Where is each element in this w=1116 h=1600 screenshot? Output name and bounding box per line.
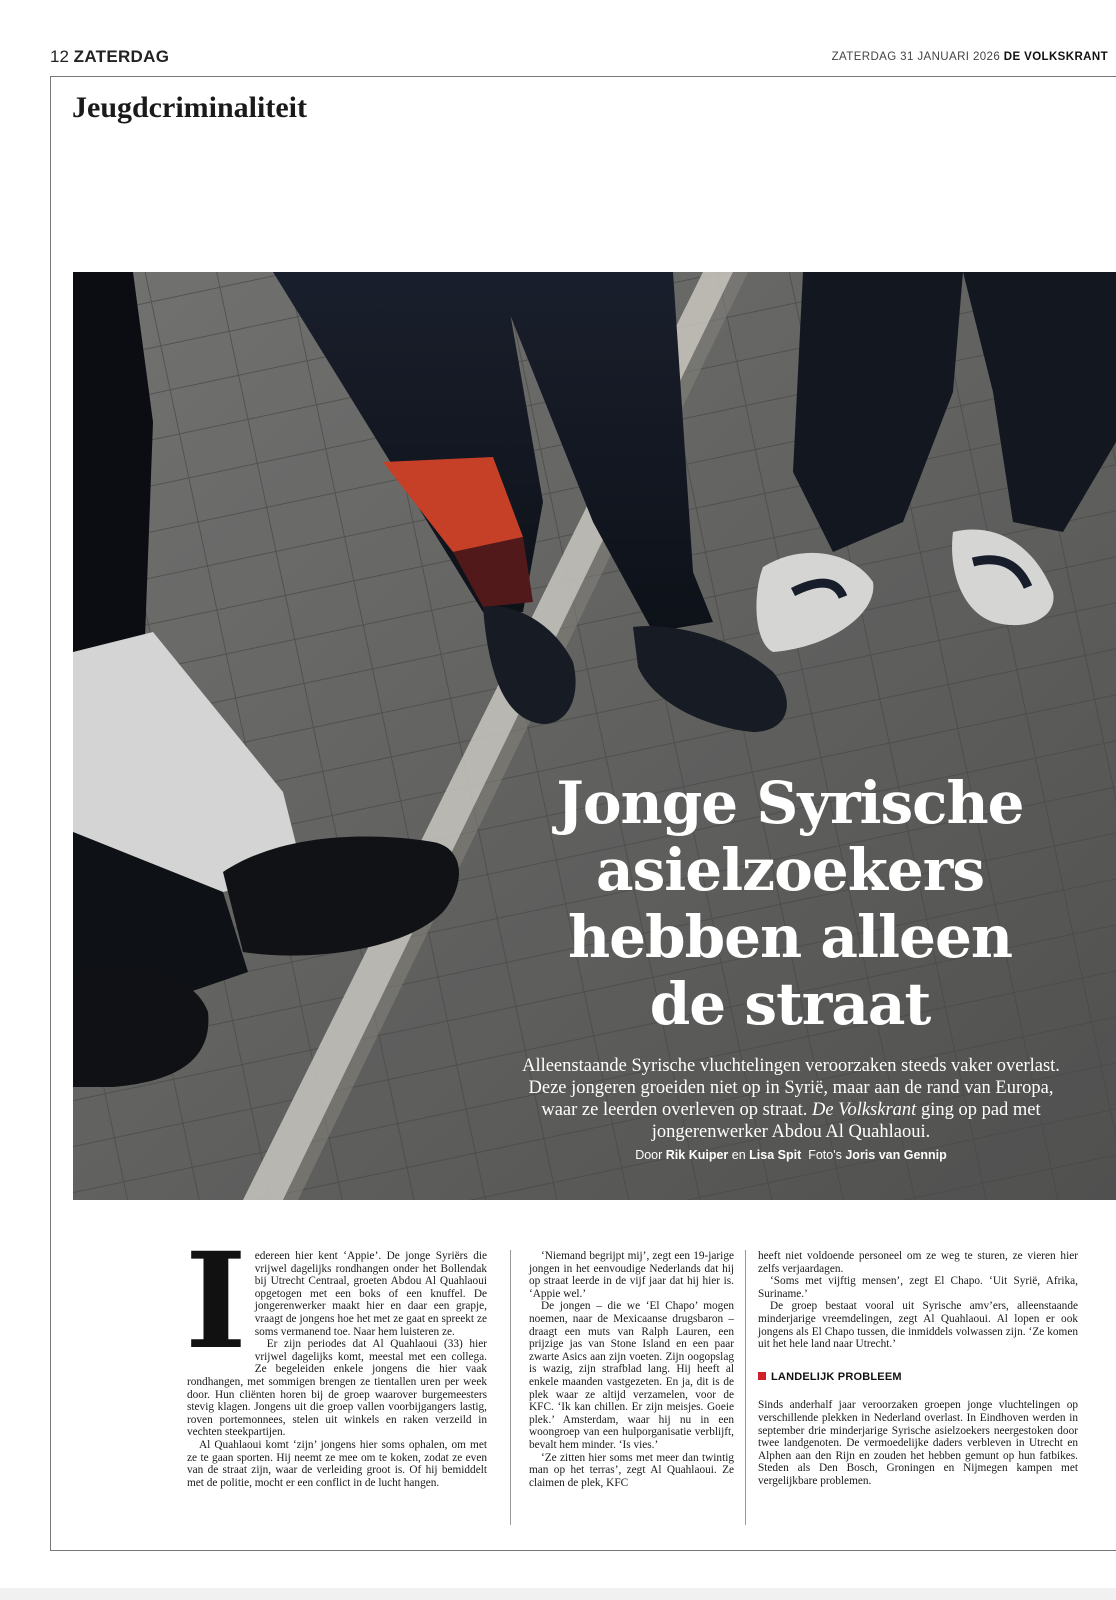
byline-en: en: [731, 1148, 746, 1162]
section-title: Jeugdcriminaliteit: [72, 91, 307, 124]
page-date-masthead: [832, 51, 1108, 63]
paragraph: Al Quahlaoui komt ‘zijn’ jongens hier soms ophalen, om met ze te gaan sporten. Hij neemt ze mee om te koken, zodat ze even van de straat zijn, waar de verleiding groot is. Of hij bemiddelt met de politie, mocht er een conflict in de lucht hangen.: [187, 1438, 487, 1489]
paragraph: edereen hier kent ‘Appie’. De jonge Syriërs die vrijwel dagelijks rondhangen onder het Bollendak bij Utrecht Centraal, groeten Abdou Al Quahlaoui opgetogen met een boks of een knuffel. De jongerenwerker maakt hier en daar een grapje, vraagt de jongens hoe het met ze gaat en spreekt ze soms vermanend toe. Naar hem luisteren ze.: [254, 1250, 487, 1338]
byline-author: Rik Kuiper: [665, 1148, 729, 1162]
section-name: ZATERDAG: [73, 47, 170, 66]
paragraph: ‘Soms met vijftig mensen’, zegt El Chapo. ‘Uit Syrië, Afrika, Suriname.’: [758, 1275, 1078, 1300]
red-square-icon: [758, 1372, 766, 1380]
paragraph: Sinds anderhalf jaar veroorzaken groepen jonge vluchtelingen op verschillende plekken in Nederland overlast. In Eindhoven werden in september drie minderjarige Syrische asielzoekers neergestoken door twee landgenoten. De vermoedelijke daders verbleven in Utrecht en Alphen aan den Rijn en zouden het hebben gemunt op hun fatbikes. Steden als Den Bosch, Groningen en Nijmegen kampen met vergelijkbare problemen.: [758, 1399, 1078, 1487]
byline-author: Lisa Spit: [749, 1148, 802, 1162]
standfirst-publication: De Volkskrant: [812, 1100, 917, 1120]
paragraph: ‘Niemand begrijpt mij’, zegt een 19-jarige jongen in het eenvoudige Nederlands dat hij op straat leerde in de vijf jaar dat hij hier is. ‘Appie wel.’: [529, 1250, 734, 1300]
standfirst-text: Alleenstaande Syrische vluchtelingen veroorzaken steeds vaker overlast. Deze jongeren groeiden niet op in Syrië, maar aan de rand van Europa, waar ze leerden overleven op straat.: [522, 1056, 1060, 1120]
column-divider: [745, 1250, 746, 1525]
standfirst-text-end: ging op pad met jongerenwerker Abdou Al Quahlaoui.: [651, 1100, 1041, 1142]
paragraph: ‘Ze zitten hier soms met meer dan twintig man op het terras’, zegt Al Quahlaoui. Ze claimen de plek, KFC: [529, 1451, 734, 1489]
byline-photographer: Joris van Gennip: [845, 1148, 947, 1162]
drop-cap: I: [185, 1224, 247, 1379]
article-standfirst: [516, 1055, 1066, 1143]
subhead-text: LANDELIJK PROBLEEM: [771, 1370, 902, 1383]
page-number: 12: [50, 47, 69, 66]
byline-door: Door: [635, 1148, 663, 1162]
page-bottom-strip: [0, 1588, 1116, 1600]
paragraph: De groep bestaat vooral uit Syrische amv’ers, alleenstaande minderjarige vreemdelingen, zegt Al Quahlaoui. Al lopen er ook jongens als El Chapo tussen, die inmiddels volwassen zijn. ‘Ze komen uit het hele land naar Utrecht.’: [758, 1300, 1078, 1351]
publication-name: DE VOLKSKRANT: [1003, 51, 1108, 63]
article-column-1: [185, 1224, 487, 1489]
article-byline: [516, 1148, 1066, 1162]
article-headline: Jonge Syrische asielzoekers hebben alleen de straat: [556, 769, 1024, 1038]
page-header: [50, 47, 1108, 71]
paragraph: Er zijn periodes dat Al Quahlaoui (33) hier vrijwel dagelijks komt, meestal met een collega. Ze begeleiden enkele jongens die hier vaak rondhangen, met sommigen brengen ze tientallen uren per week door. Hun cliënten horen bij de groep waarover burgemeesters stevig klagen. Jongens uit die groep vallen voorbijgangers lastig, roven portemonnees, stelen uit winkels en raken verzeild in vechten steekpartijen.: [187, 1338, 487, 1439]
paragraph: De jongen – die we ‘El Chapo’ mogen noemen, naar de Mexicaanse drugsbaron – draagt een muts van Ralph Lauren, een prijzige jas van Stone Island en een paar zwarte Asics aan zijn voeten. Zijn oogopslag is wazig, zijn strafblad lang. Hij heeft al enkele maanden vastgezeten. En ja, dit is de plek waar ze altijd verzamelen, voor de KFC. ‘Ik kan chillen. Er zijn meisjes. Goeie plek.’ Amsterdam, waar hij nu in een woongroep van een hulporganisatie verblijft, bevalt hem minder. ‘Is vies.’: [529, 1300, 734, 1451]
article-column-3: [758, 1250, 1078, 1488]
article-column-2: [529, 1250, 734, 1489]
issue-date: ZATERDAG 31 JANUARI 2026: [831, 51, 1001, 63]
column-divider: [510, 1250, 511, 1525]
article-subhead: [758, 1371, 1078, 1384]
paragraph: heeft niet voldoende personeel om ze weg te sturen, ze vieren hier zelfs verjaardagen.: [758, 1250, 1078, 1275]
byline-fotos: Foto's: [808, 1148, 842, 1162]
page-number-section: [50, 47, 169, 67]
